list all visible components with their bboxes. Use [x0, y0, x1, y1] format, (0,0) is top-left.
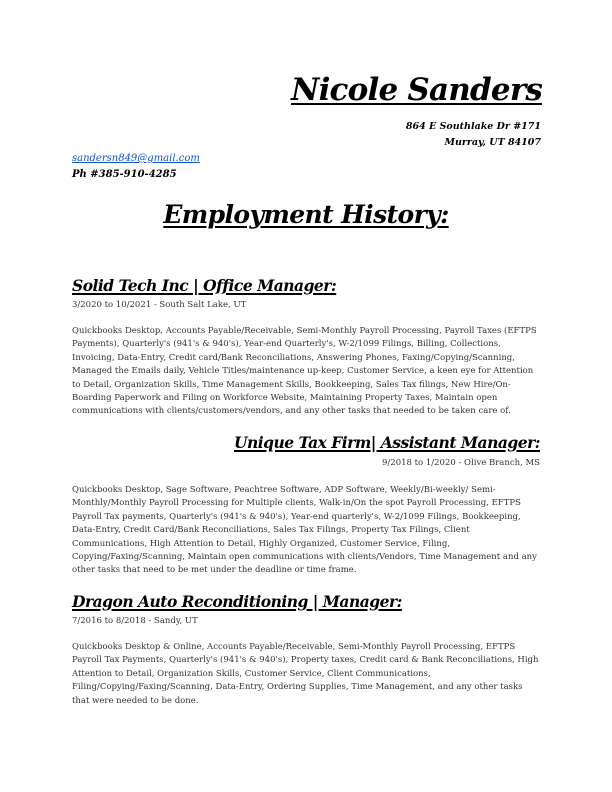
job-title: Solid Tech Inc | Office Manager:	[72, 276, 337, 295]
job-dates-location: 3/2020 to 10/2021 - South Salt Lake, UT	[72, 300, 247, 310]
phone-number: Ph #385-910-4285	[72, 169, 177, 180]
job-description: Quickbooks Desktop, Sage Software, Peachtree Software, ADP Software, Weekly/Bi-weekly/ Semi-Monthly/Monthly Payroll Processing for Multiple clients, Walk-in/On the spot Payroll Processing, EFTPS Payroll Tax payments, Quarterly's (941's & 940's), Year-end quarterly's, W-2/1099 Filings, Bookkeeping, Data-Entry, Credit Card/Bank Reconciliations, Sales Tax Filings, Property Tax Filings, Client Communications, High Attention to Detail, Highly Organized, Customer Service, Filing, Copying/Faxing/Scanning, Maintain open communications with clients/Vendors, Time Management and any other tasks that need to be met under the deadline or time frame.	[72, 485, 537, 576]
job-description: Quickbooks Desktop, Accounts Payable/Receivable, Semi-Monthly Payroll Processing, Payroll Taxes (EFTPS Payments), Quarterly's (941's & 940's), Year-end Quarterly's, W-2/1099 Filings, Billing, Collections, Invoicing, Data-Entry, Credit card/Bank Reconciliations, Answering Phones, Faxing/Copying/Scanning, Managed the Emails daily, Vehicle Titles/maintenance up-keep, Customer Service, a keen eye for Attention to Detail, Organization Skills, Time Management Skills, Bookkeeping, Sales Tax filings, New Hire/On-Boarding Paperwork and Filing on Workforce Website, Maintaining Property Taxes, Maintain open communications with clients/customers/vendors, and any other tasks that needed to be taken care of.	[72, 326, 537, 417]
job-title: Unique Tax Firm| Assistant Manager:	[234, 433, 540, 452]
applicant-name: Nicole Sanders	[291, 72, 542, 108]
address-line-1: 864 E Southlake Dr #171	[405, 121, 541, 132]
email-link[interactable]: sandersn849@gmail.com	[72, 153, 200, 164]
job-dates-location: 7/2016 to 8/2018 - Sandy, UT	[72, 616, 198, 626]
job-description: Quickbooks Desktop & Online, Accounts Payable/Receivable, Semi-Monthly Payroll Processing, EFTPS Payroll Tax Payments, Quarterly's (941's & 940's), Property taxes, Credit card & Bank Reconciliations, High Attention to Detail, Organization Skills, Customer Service, Client Communications, Filing/Copying/Faxing/Scanning, Data-Entry, Ordering Supplies, Time Management, and any other tasks that were needed to be done.	[72, 642, 539, 706]
job-dates-location: 9/2018 to 1/2020 - Olive Branch, MS	[382, 458, 540, 468]
employment-history-heading: Employment History:	[163, 200, 449, 229]
address-line-2: Murray, UT 84107	[444, 137, 541, 148]
job-title: Dragon Auto Reconditioning | Manager:	[72, 592, 402, 611]
